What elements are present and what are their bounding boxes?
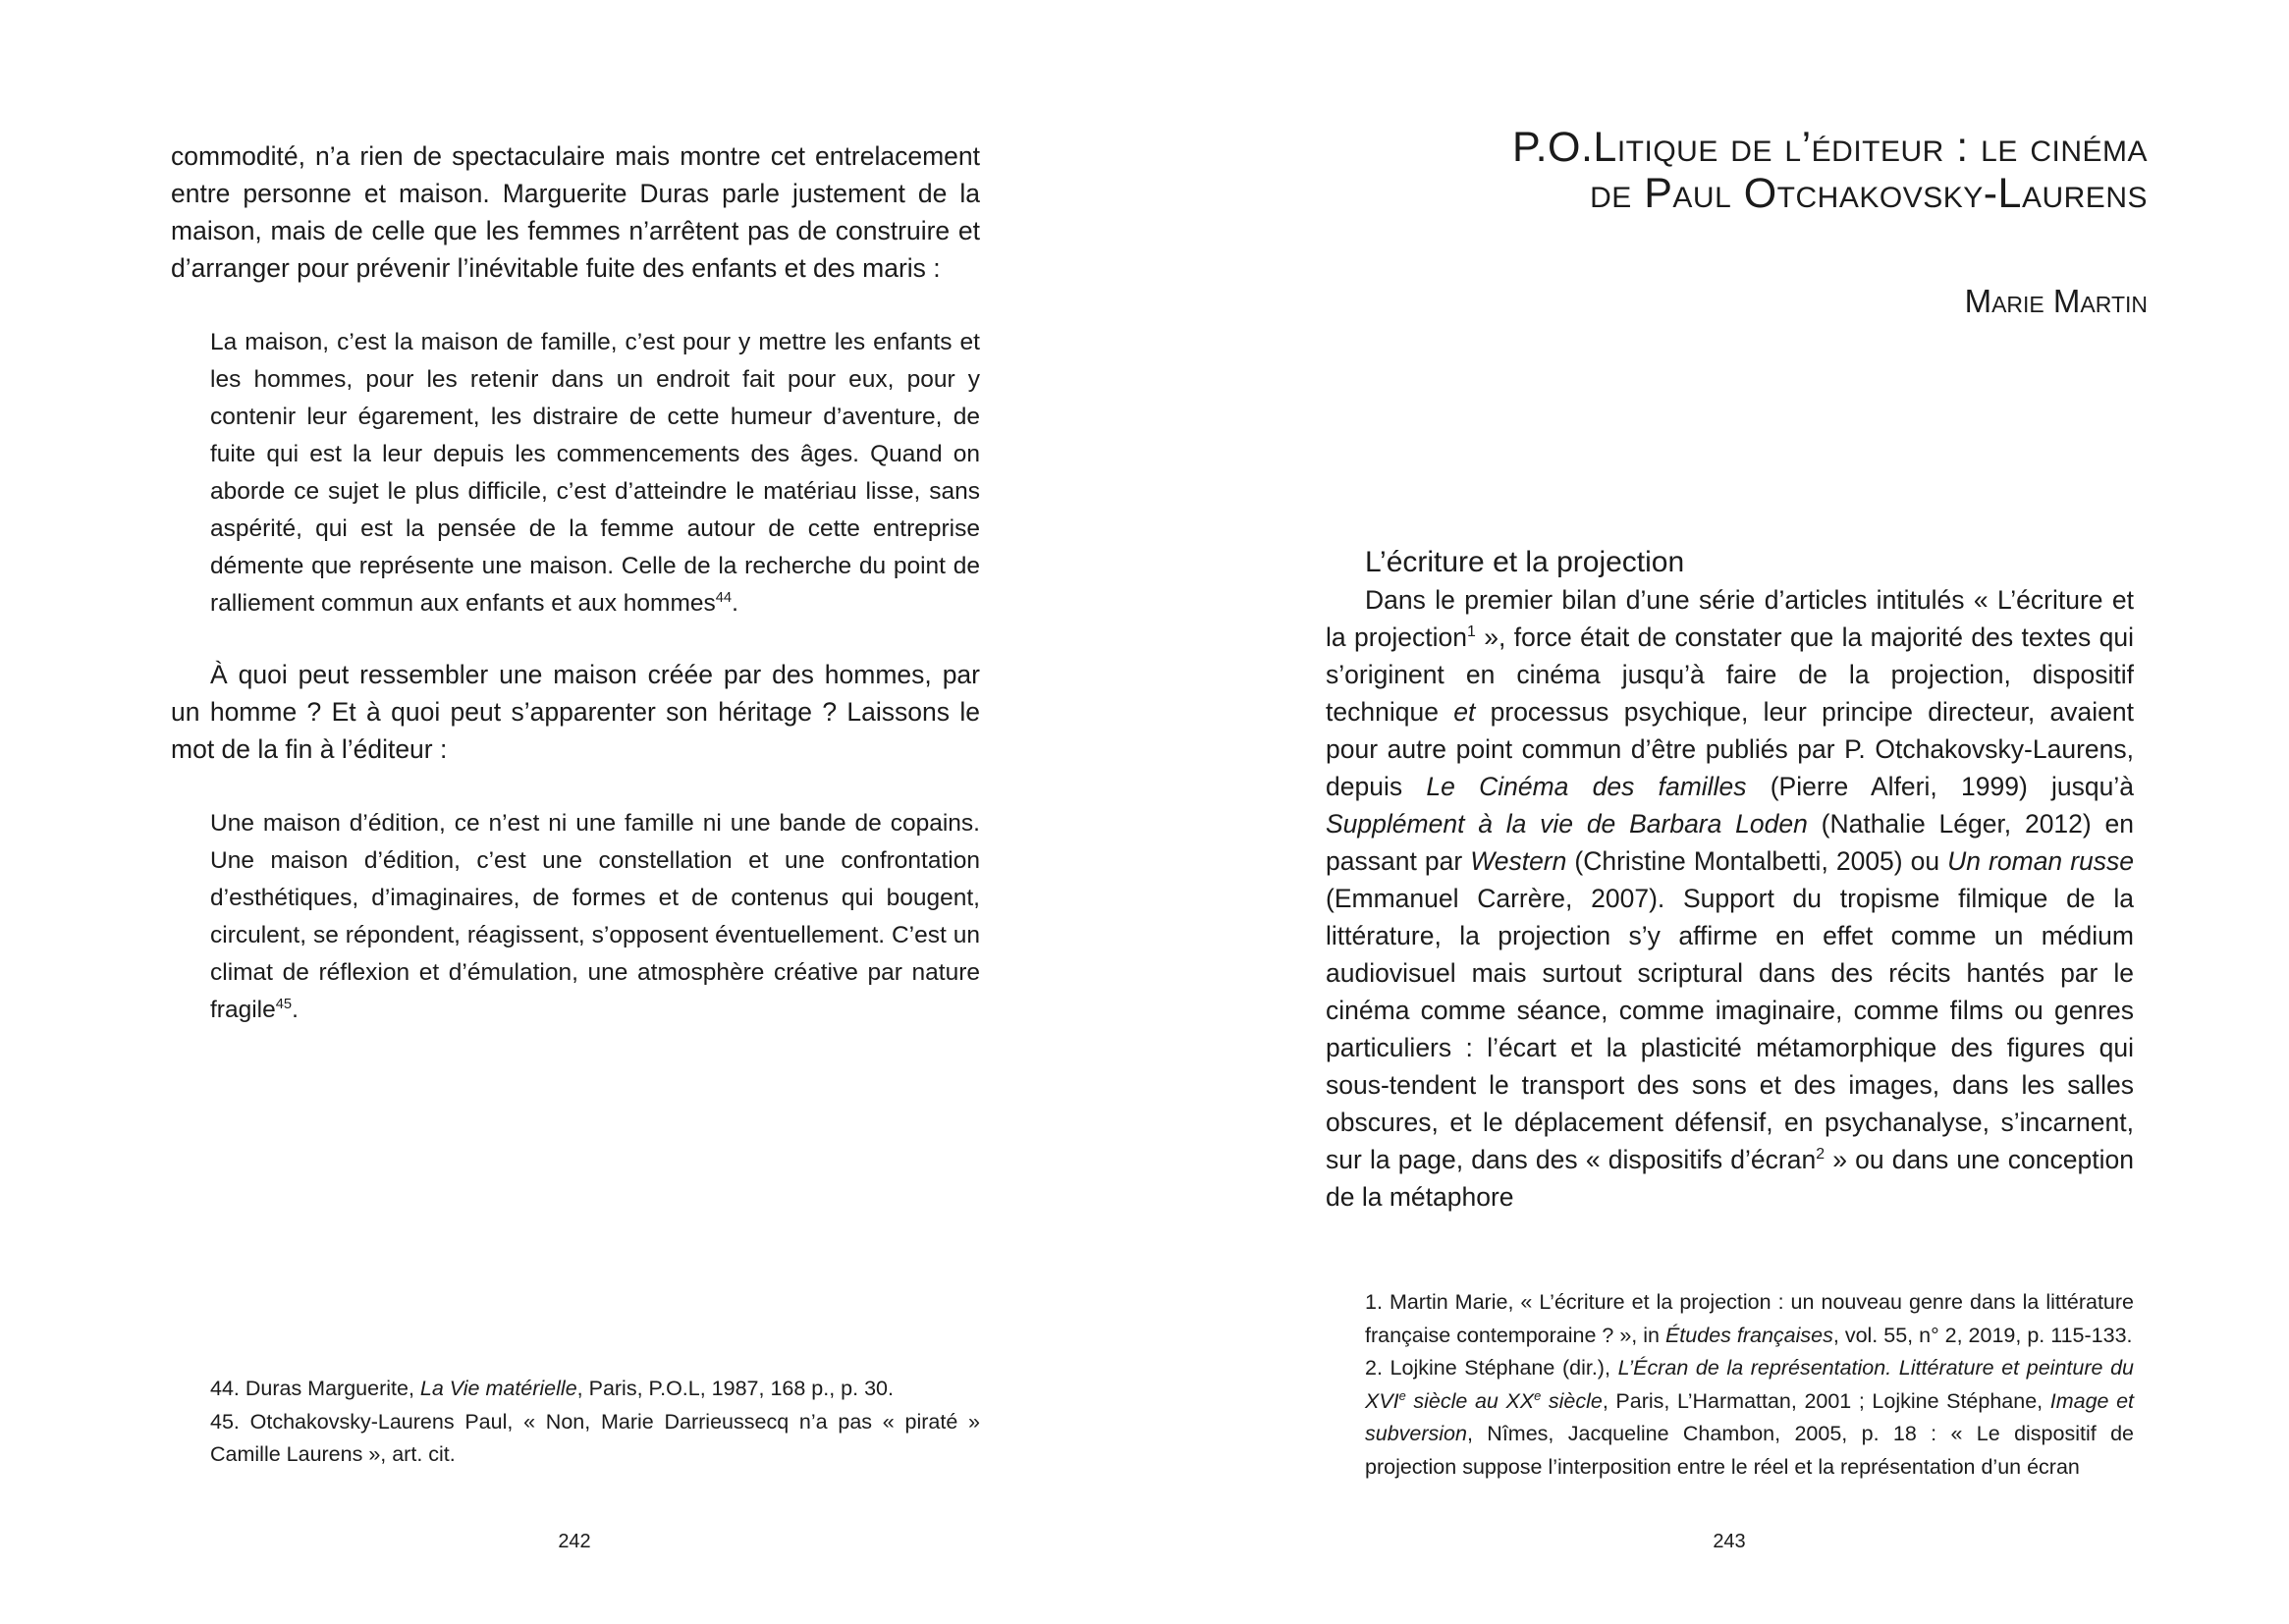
footnote-1-journal: Études françaises bbox=[1664, 1323, 1833, 1347]
footnote-1-after: , vol. 55, n° 2, 2019, p. 115-133. bbox=[1832, 1323, 2133, 1347]
para-s2: », force était de constater que la majorité des textes qui s’originent en cinéma jusqu’à faire de la projection, dispositif technique bbox=[1326, 623, 2135, 727]
para-s7: (Emmanuel Carrère, 2007). Support du tropisme filmique de la littérature, la projection s’y affirme en effet comme un médium audiovisuel mais surtout scriptural dans des récits hantés par le cinéma comme séance, comme imaginaire, comme films ou genres particuliers : l’écart et la plasticité métamorphique des figures qui sous-tendent le transport des sons et des images, dans les salles obscures, et le déplacement défensif, en psychanalyse, s’incarnent, sur la page, dans des « dispositifs d’écran bbox=[1326, 884, 2134, 1174]
book-title-cinema-des-familles: Le Cinéma des familles bbox=[1426, 772, 1747, 801]
quote-end: . bbox=[292, 997, 299, 1023]
book-title-western: Western bbox=[1470, 846, 1567, 876]
book-title-roman-russe: Un roman russe bbox=[1947, 846, 2135, 876]
para-s1: Dans le premier bilan d’une série d’articles intitulés « L’écriture et la projection bbox=[1326, 585, 2134, 652]
block-quote-otchakovsky bbox=[210, 805, 980, 1029]
footnote-44 bbox=[210, 1373, 980, 1406]
chapter-title-line-2: de Paul Otchakovsky-Laurens bbox=[1590, 170, 2148, 217]
middle-paragraph: À quoi peut ressembler une maison créée par des hommes, par un homme ? Et à quoi peut s’apparenter son héritage ? Laissons le mot de la fin à l’éditeur : bbox=[171, 660, 980, 764]
footnote-2-after: , Nîmes, Jacqueline Chambon, 2005, p. 18 : « Le dispositif de projection suppose l’interposition entre le réel et la représentation d’un écran bbox=[1365, 1422, 2134, 1479]
chapter-title bbox=[1512, 125, 2148, 217]
footnote-1 bbox=[1365, 1286, 2134, 1352]
page-number-left: 242 bbox=[558, 1531, 591, 1552]
footnote-1-before: 1. Martin Marie, « L’écriture et la projection : un nouveau genre dans la littérature française contemporaine ? », in bbox=[1365, 1290, 2134, 1347]
para-s4: (Pierre Alferi, 1999) jusqu’à bbox=[1746, 772, 2135, 801]
para-s5: (Nathalie Léger, 2012) en passant par bbox=[1326, 809, 2134, 876]
para-s6: (Christine Montalbetti, 2005) ou bbox=[1566, 846, 1948, 876]
footnote-2 bbox=[1365, 1352, 2134, 1484]
book-title-supplement: Supplément à la vie de Barbara Loden bbox=[1326, 809, 1808, 839]
block-quote-duras bbox=[210, 324, 980, 623]
footnote-ref-1[interactable]: 1 bbox=[1466, 623, 1476, 641]
footnote-45: 45. Otchakovsky-Laurens Paul, « Non, Marie Darrieussecq n’a pas « piraté » Camille Laurens », art. cit. bbox=[210, 1409, 980, 1466]
footnote-2-title-2: Image et subversion bbox=[1365, 1388, 2135, 1445]
para-s3: processus psychique, leur principe directeur, avaient pour autre point commun d’être publiés par P. Otchakovsky-Laurens, depuis bbox=[1326, 697, 2135, 801]
footnote-2-middle: , Paris, L’Harmattan, 2001 ; Lojkine Stéphane, bbox=[1602, 1388, 2050, 1413]
para-emphasis-et: et bbox=[1453, 697, 1476, 727]
footnote-44-before: 44. Duras Marguerite, bbox=[210, 1377, 420, 1400]
footnote-ref-44[interactable]: 44 bbox=[715, 589, 733, 606]
footnotes-left bbox=[210, 1373, 980, 1472]
footnote-2-title-1c: siècle bbox=[1541, 1388, 1603, 1413]
page-number-right: 243 bbox=[1713, 1531, 1746, 1552]
quote-end: . bbox=[732, 590, 738, 617]
footnote-2-before: 2. Lojkine Stéphane (dir.), bbox=[1365, 1356, 1618, 1380]
quote-text: Une maison d’édition, ce n’est ni une famille ni une bande de copains. Une maison d’édition, c’est une constellation et une confrontation d’esthétiques, d’imaginaires, de formes et de contenus qui bougent, circulent, se répondent, réagissent, s’opposent éventuellement. C’est un climat de réflexion et d’émulation, une atmosphère créative par nature fragile bbox=[210, 810, 980, 1023]
footnote-44-title: La Vie matérielle bbox=[419, 1377, 577, 1400]
footnote-44-after: , Paris, P.O.L, 1987, 168 p., p. 30. bbox=[576, 1377, 894, 1400]
chapter-title-line-1: P.O.Litique de l’éditeur : le cinéma bbox=[1511, 124, 2148, 171]
footnotes-right bbox=[1365, 1286, 2134, 1484]
author-name: Marie Martin bbox=[1964, 283, 2148, 319]
section-heading: L’écriture et la projection bbox=[1365, 546, 1685, 578]
footnote-2-sup-1: e bbox=[1398, 1387, 1406, 1403]
main-paragraph bbox=[1326, 581, 2134, 1216]
footnote-2-sup-2: e bbox=[1534, 1387, 1542, 1403]
opening-paragraph: commodité, n’a rien de spectaculaire mais montre cet entrelacement entre personne et maison. Marguerite Duras parle justement de la maison, mais de celle que les femmes n’arrêtent pas de construire et d’arranger pour prévenir l’inévitable fuite des enfants et des maris : bbox=[171, 141, 980, 283]
footnote-2-title-1b: siècle au XX bbox=[1405, 1388, 1535, 1413]
para-s8: » ou dans une conception de la métaphore bbox=[1326, 1145, 2134, 1212]
footnote-ref-45[interactable]: 45 bbox=[275, 996, 293, 1012]
footnote-ref-2[interactable]: 2 bbox=[1816, 1146, 1826, 1164]
left-page bbox=[0, 0, 1144, 1624]
footnote-2-title-1a: L’Écran de la représentation. Littérature et peinture du XVI bbox=[1365, 1356, 2134, 1413]
quote-text: La maison, c’est la maison de famille, c’est pour y mettre les enfants et les hommes, pour les retenir dans un endroit fait pour eux, pour y contenir leur égarement, les distraire de cette humeur d’aventure, de fuite qui est la leur depuis les commencements des âges. Quand on aborde ce sujet le plus difficile, c’est d’atteindre le matériau lisse, sans aspérité, qui est la pensée de la femme autour de cette entreprise démente que représente une maison. Celle de la recherche du point de ralliement commun aux enfants et aux hommes bbox=[210, 329, 980, 617]
